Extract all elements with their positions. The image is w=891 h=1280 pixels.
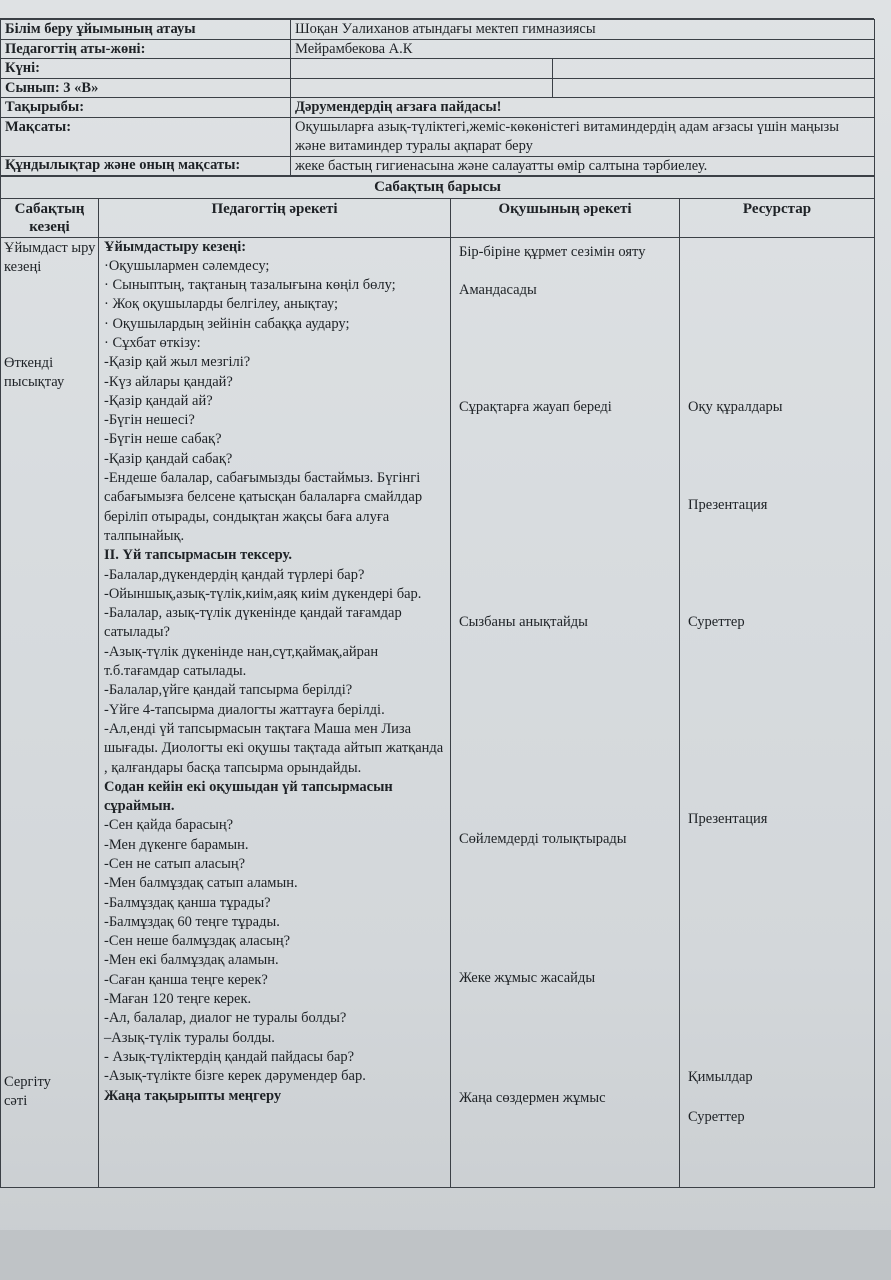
teacher-line: -Балалар,дүкендердің қандай түрлері бар?	[104, 566, 365, 583]
header-value: Мейрамбекова А.К	[291, 39, 875, 59]
teacher-line: -Маған 120 теңге керек.	[104, 991, 252, 1008]
lesson-table	[0, 176, 875, 1188]
teacher-line: -Үйге 4-тапсырма диалогты жаттауға берілді.	[104, 701, 385, 718]
teacher-line: -Ал, балалар, диалог не туралы болды?	[104, 1010, 347, 1027]
header-empty-cell	[553, 78, 875, 98]
teacher-line: -Ендеше балалар, сабағымызды бастаймыз. Бүгінгі сабағымызға белсене қатысқан балаларға смайлдар беріліп отырады, сондықтан жақсы баға алуға талпынайық.	[104, 470, 423, 544]
student-actions	[451, 237, 680, 1187]
header-label: Сынып: 3 «В»	[1, 78, 291, 98]
teacher-line: Содан кейін екі оқушыдан үй тапсырмасын сұраймын.	[104, 778, 393, 815]
teacher-line: II. Үй тапсырмасын тексеру.	[104, 547, 292, 564]
teacher-line: -Азық-түлік дүкенінде нан,сүт,қаймақ,айран т.б.тағамдар сатылады.	[104, 643, 379, 680]
teacher-line: -Бүгін неше сабақ?	[104, 431, 222, 448]
header-value	[291, 78, 553, 98]
lesson-plan	[0, 18, 874, 1188]
teacher-line: Жаңа тақырыпты меңгеру	[104, 1087, 282, 1104]
student-action-diagram: Сызбаны анықтайды	[459, 613, 588, 630]
col-header-stage: Сабақтың кезеңі	[1, 198, 99, 237]
teacher-line: -Ойыншық,азық-түлік,киім,аяқ киім дүкендері бар.	[104, 585, 422, 602]
teacher-line: -Балмұздақ қанша тұрады?	[104, 894, 271, 911]
header-value	[291, 59, 553, 79]
header-row	[1, 39, 875, 59]
teacher-line: -Ал,енді үй тапсырмасын тақтаға Маша мен Лиза шығады. Диологты екі оқушы тақтада айтып жатқанда , қалғандары басқа тапсырма орындайды.	[104, 720, 444, 776]
teacher-line: Ұйымдастыру кезеңі:	[104, 238, 247, 255]
header-label: Білім беру ұйымының атауы	[1, 20, 291, 40]
teacher-line: · Жоқ оқушыларды белгілеу, анықтау;	[104, 296, 339, 313]
teacher-line: -Саған қанша теңге керек?	[104, 971, 268, 988]
resource-presentation-2: Презентация	[688, 810, 768, 827]
teacher-line: · Сыныптың, тақтаның тазалығына көңіл бөлу;	[104, 277, 396, 294]
header-row	[1, 156, 875, 176]
stage-cell	[1, 237, 99, 1187]
teacher-line: -Азық-түлікте бізге керек дәрумендер бар.	[104, 1068, 366, 1085]
student-action-answer: Сұрақтарға жауап береді	[459, 398, 612, 415]
teacher-actions	[99, 237, 451, 1187]
teacher-line: -Бүгін нешесі?	[104, 412, 195, 429]
stage-organize: Ұйымдаст ыру кезеңі	[4, 239, 96, 275]
resource-pictures-2: Суреттер	[688, 1108, 745, 1125]
teacher-line: –Азық-түлік туралы болды.	[104, 1029, 275, 1046]
teacher-line: ·Оқушылармен сәлемдесу;	[104, 257, 270, 274]
teacher-line: -Мен балмұздақ сатып аламын.	[104, 875, 298, 892]
resource-presentation: Презентация	[688, 496, 768, 513]
header-label: Мақсаты:	[1, 117, 291, 156]
col-header-teacher: Педагогтің әрекеті	[99, 198, 451, 237]
header-value: Шоқан Уалиханов атындағы мектеп гимназиясы	[291, 20, 875, 40]
header-label: Құндылықтар және оның мақсаты:	[1, 156, 291, 176]
resource-movements: Қимылдар	[688, 1068, 753, 1085]
teacher-line: · Оқушылардың зейінін сабаққа аудару;	[104, 315, 350, 332]
student-action-individual: Жеке жұмыс жасайды	[459, 969, 596, 986]
page-bottom-shadow	[0, 1230, 891, 1280]
header-row	[1, 20, 875, 40]
resource-pictures: Суреттер	[688, 613, 745, 630]
header-row	[1, 59, 875, 79]
resource-textbooks: Оқу құралдары	[688, 398, 783, 415]
header-value: жеке бастың гигиенасына және салауатты өмір салтына тәрбиелеу.	[291, 156, 875, 176]
stage-refresh: Сергіту сәті	[4, 1073, 51, 1109]
section-title: Сабақтың барысы	[1, 177, 875, 199]
teacher-line: · Сұхбат өткізу:	[104, 334, 201, 351]
col-header-student: Оқушының әрекеті	[451, 198, 680, 237]
header-empty-cell	[553, 59, 875, 79]
student-action-complete: Сөйлемдерді толықтырады	[459, 830, 627, 847]
teacher-line: -Балалар, азық-түлік дүкенінде қандай тағамдар сатылады?	[104, 605, 402, 641]
header-label: Педагогтің аты-жөні:	[1, 39, 291, 59]
header-table	[0, 19, 875, 176]
header-label: Тақырыбы:	[1, 98, 291, 118]
header-row	[1, 117, 875, 156]
stage-review: Өткенді пысықтау	[4, 354, 65, 390]
teacher-line: -Күз айлары қандай?	[104, 373, 233, 390]
teacher-line: -Сен қайда барасың?	[104, 817, 234, 834]
student-action-words: Жаңа сөздермен жұмыс	[459, 1089, 606, 1106]
teacher-line: -Қазір қандай сабақ?	[104, 450, 233, 467]
student-action-greet: Амандасады	[459, 281, 537, 298]
resources	[680, 237, 875, 1187]
teacher-line: -Қазір қай жыл мезгілі?	[104, 354, 251, 371]
teacher-line: -Сен неше балмұздақ аласың?	[104, 933, 291, 950]
header-value: Оқушыларға азық-түліктегі,жеміс-көкөністегі витаминдердің адам ағзасы үшін маңызы және витаминдер туралы ақпарат беру	[291, 117, 875, 156]
teacher-line: -Қазір қандай ай?	[104, 392, 213, 409]
teacher-line: -Балмұздақ 60 теңге тұрады.	[104, 913, 280, 930]
teacher-line: - Азық-түліктердің қандай пайдасы бар?	[104, 1048, 355, 1065]
header-row	[1, 78, 875, 98]
teacher-line: -Мен дүкенге барамын.	[104, 836, 249, 853]
student-action-respect: Бір-біріне құрмет сезімін ояту	[459, 243, 646, 260]
header-value: Дәрумендердің ағзаға пайдасы!	[291, 98, 875, 118]
header-label: Күні:	[1, 59, 291, 79]
teacher-line: -Сен не сатып аласың?	[104, 856, 246, 872]
teacher-line: -Мен екі балмұздақ аламын.	[104, 952, 279, 969]
header-row	[1, 98, 875, 118]
col-header-resources: Ресурстар	[680, 198, 875, 237]
teacher-line: -Балалар,үйге қандай тапсырма берілді?	[104, 682, 353, 699]
